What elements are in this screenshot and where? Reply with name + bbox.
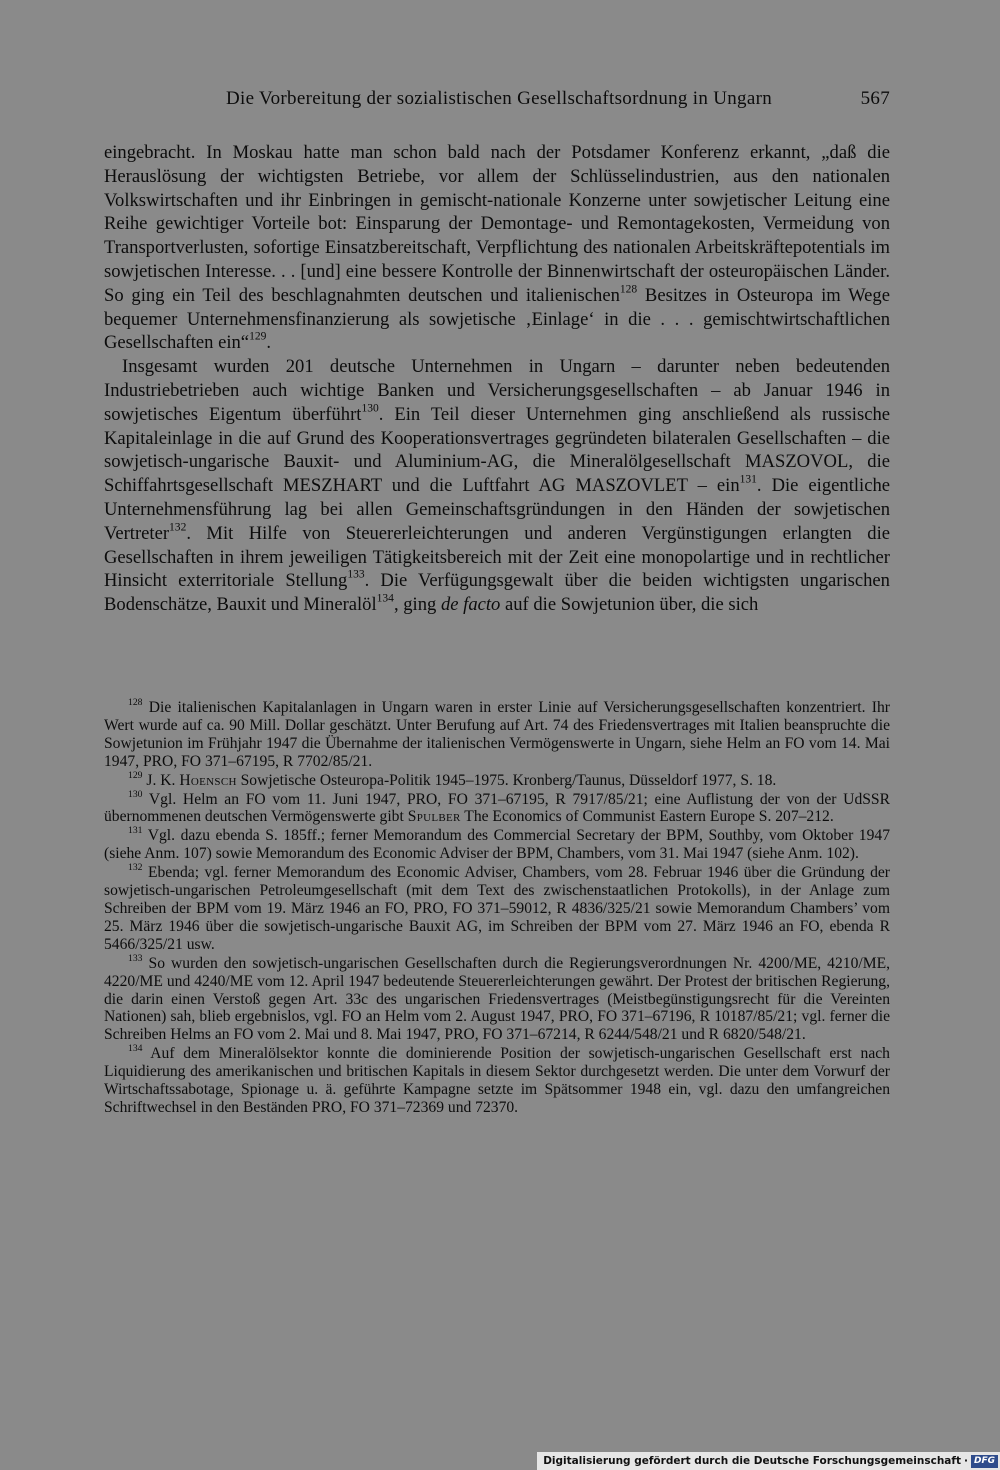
dfg-logo: DFG	[971, 1455, 998, 1468]
footnote-ref-128[interactable]: 128	[619, 283, 638, 296]
footnote-ref-133[interactable]: 133	[347, 568, 365, 581]
footnote-number: 131	[128, 825, 143, 837]
running-title: Die Vorbereitung der sozialistischen Gesellschaftsordnung in Ungarn	[226, 88, 772, 109]
footnote-number: 130	[128, 788, 143, 800]
funding-text: Digitalisierung gefördert durch die Deutsche Forschungsgemeinschaft	[543, 1455, 961, 1467]
footnote-131: $^{131}$ Vgl. dazu ebenda S. 185ff.; ferner Memorandum des Commercial Secretary der BPM, Southby, vom Oktober 1947 (siehe Anm. 107) sowie Memorandum des Economic Adviser der BPM, Chambers, vom 31. Mai 1947 (siehe Anm. 102).	[104, 825, 890, 863]
running-header	[104, 88, 890, 114]
page-number: 567	[860, 88, 890, 109]
footnote-ref-131[interactable]: 131	[739, 473, 757, 486]
footnote-ref-130[interactable]: 130	[361, 402, 379, 415]
paragraph-2: Insgesamt wurden 201 deutsche Unternehmen in Ungarn – darunter neben bedeutenden Industriebetrieben auch wichtige Banken und Versicherungsgesellschaften – ab Januar 1946 in sowjetisches Eigentum überführt$^{130}$. Ein Teil dieser Unternehmen ging anschließend als russische Kapitaleinlage in die auf Grund des Kooperationsvertrages gegründeten bilateralen Gesellschaften – die sowjetisch-ungarische Bauxit- und Aluminium-AG, die Mineralölgesellschaft MASZOVOL, die Schiffahrtsgesellschaft MESZHART und die Luftfahrt AG MASZOVLET – ein$^{131}$. Die eigentliche Unternehmensführung lag bei allen Gemeinschaftsgründungen in den Händen der sowjetischen Vertreter$^{132}$. Mit Hilfe von Steuererleichterungen und anderen Vergünstigungen erlangten die Gesellschaften in ihrem jeweiligen Tätigkeitsbereich mit der Zeit eine monopolartige und in rechtlicher Hinsicht exterritoriale Stellung$^{133}$. Die Verfügungsgewalt über die beiden wichtigsten ungarischen Bodenschätze, Bauxit und Mineralöl$^{134}$, ging de facto auf die Sowjetunion über, die sich	[104, 356, 890, 616]
footnote-134: $^{134}$ Auf dem Mineralölsektor konnte die dominierende Position der sowjetisch-ungarischen Gesellschaft erst nach Liquidierung des amerikanischen und britischen Kapitals in diesem Sektor durchgesetzt werden. Die unter dem Vorwurf der Wirtschaftssabotage, Spionage u. ä. geführte Kampagne setzte im Spätsommer 1948 ein, vgl. dazu den umfangreichen Schriftwechsel in den Beständen PRO, FO 371–72369 und 72370.	[104, 1042, 890, 1116]
footer-separator: ·	[963, 1455, 968, 1467]
footnote-number: 133	[128, 952, 143, 964]
footnote-number: 132	[128, 861, 143, 873]
footnote-number: 128	[128, 696, 143, 708]
footnote-133: $^{133}$ So wurden den sowjetisch-ungarischen Gesellschaften durch die Regierungsverordnungen Nr. 4200/ME, 4210/ME, 4220/ME und 4240/ME vom 12. April 1947 bedeutende Steuererleichterungen gewährt. Der Protest der britischen Regierung, die darin einen Verstoß gegen Art. 33c des ungarischen Friedensvertrages (Meistbegünstigungsrecht für die Vereinten Nationen) sah, blieb ergebnislos, vgl. FO an Helm vom 2. August 1947, PRO, FO 371–67196, R 10187/85/21; vgl. ferner die Schreiben Helms an FO vom 2. Mai und 8. Mai 1947, PRO, FO 371–67214, R 6244/548/21 und R 6820/548/21.	[104, 952, 890, 1044]
footnotes	[104, 696, 890, 1118]
footnote-128: $^{128}$ Die italienischen Kapitalanlagen in Ungarn waren in erster Linie auf Versicherungsgesellschaften konzentriert. Ihr Wert wurde auf ca. 90 Mill. Dollar geschätzt. Unter Berufung auf Art. 74 des Friedensvertrages mit Italien beanspruchte die Sowjetunion im Frühjahr 1947 die Übernahme der italienischen Vermögenswerte in Ungarn, siehe Helm an FO vom 14. Mai 1947, PRO, FO 371–67195, R 7702/85/21.	[104, 696, 890, 770]
paragraph-1: eingebracht. In Moskau hatte man schon bald nach der Potsdamer Konferenz erkannt, „daß die Herauslösung der wichtigsten Betriebe, vor allem der Schlüsselindustrien, aus den nationalen Volkswirtschaften und ihr Einbringen in gemischt-nationale Konzerne unter sowjetischer Leitung eine Reihe gewichtiger Vorteile bot: Einsparung der Demontage- und Remontagekosten, Vermeidung von Transportverlusten, sofortige Einsatzbereitschaft, Verpflichtung des nationalen Arbeitskräftepotentials im sowjetischen Interesse. . . [und] eine bessere Kontrolle der Binnenwirtschaft der osteuropäischen Länder. So ging ein Teil des beschlagnahmten deutschen und italienischen$^{128}$ Besitzes in Osteuropa im Wege bequemer Unternehmensfinanzierung als sowjetische ‚Einlage‘ in die . . . gemischtwirtschaftlichen Gesellschaften ein“$^{129}$.	[104, 142, 890, 354]
footnote-number: 134	[128, 1042, 143, 1054]
footnote-ref-134[interactable]: 134	[376, 592, 394, 605]
author-name: Spulber	[407, 808, 461, 826]
footnote-number: 129	[128, 769, 143, 781]
footnote-132: $^{132}$ Ebenda; vgl. ferner Memorandum des Economic Adviser, Chambers, vom 28. Februar 1946 über die Gründung der sowjetisch-ungarischen Petroleumgesellschaft (mit dem Text des zwischenstaatlichen Protokolls), in der Anlage zum Schreiben der BPM vom 19. März 1946 an FO, PRO, FO 371–59012, R 4836/325/21 sowie Memorandum Chambers’ vom 25. März 1946 über die sowjetisch-ungarische Bauxit AG, im Schreiben der BPM vom 27. März 1946 an FO, ebenda R 5466/325/21 usw.	[104, 861, 890, 953]
italic-de-facto: de facto	[440, 594, 501, 616]
main-text	[104, 141, 890, 617]
footnote-130: $^{130}$ Vgl. Helm an FO vom 11. Juni 1947, PRO, FO 371–67195, R 7917/85/21; eine Auflistung der von der UdSSR übernommenen deutschen Vermögenswerte gibt Spulber The Economics of Communist Eastern Europe S. 207–212.	[104, 788, 890, 826]
footnote-ref-129[interactable]: 129	[249, 330, 267, 343]
author-name: Hoensch	[179, 771, 237, 789]
footnote-ref-132[interactable]: 132	[169, 521, 187, 534]
footnote-129: $^{129}$ J. K. Hoensch Sowjetische Osteuropa-Politik 1945–1975. Kronberg/Taunus, Düsseldorf 1977, S. 18.	[128, 769, 777, 789]
funding-footer	[537, 1452, 1000, 1470]
